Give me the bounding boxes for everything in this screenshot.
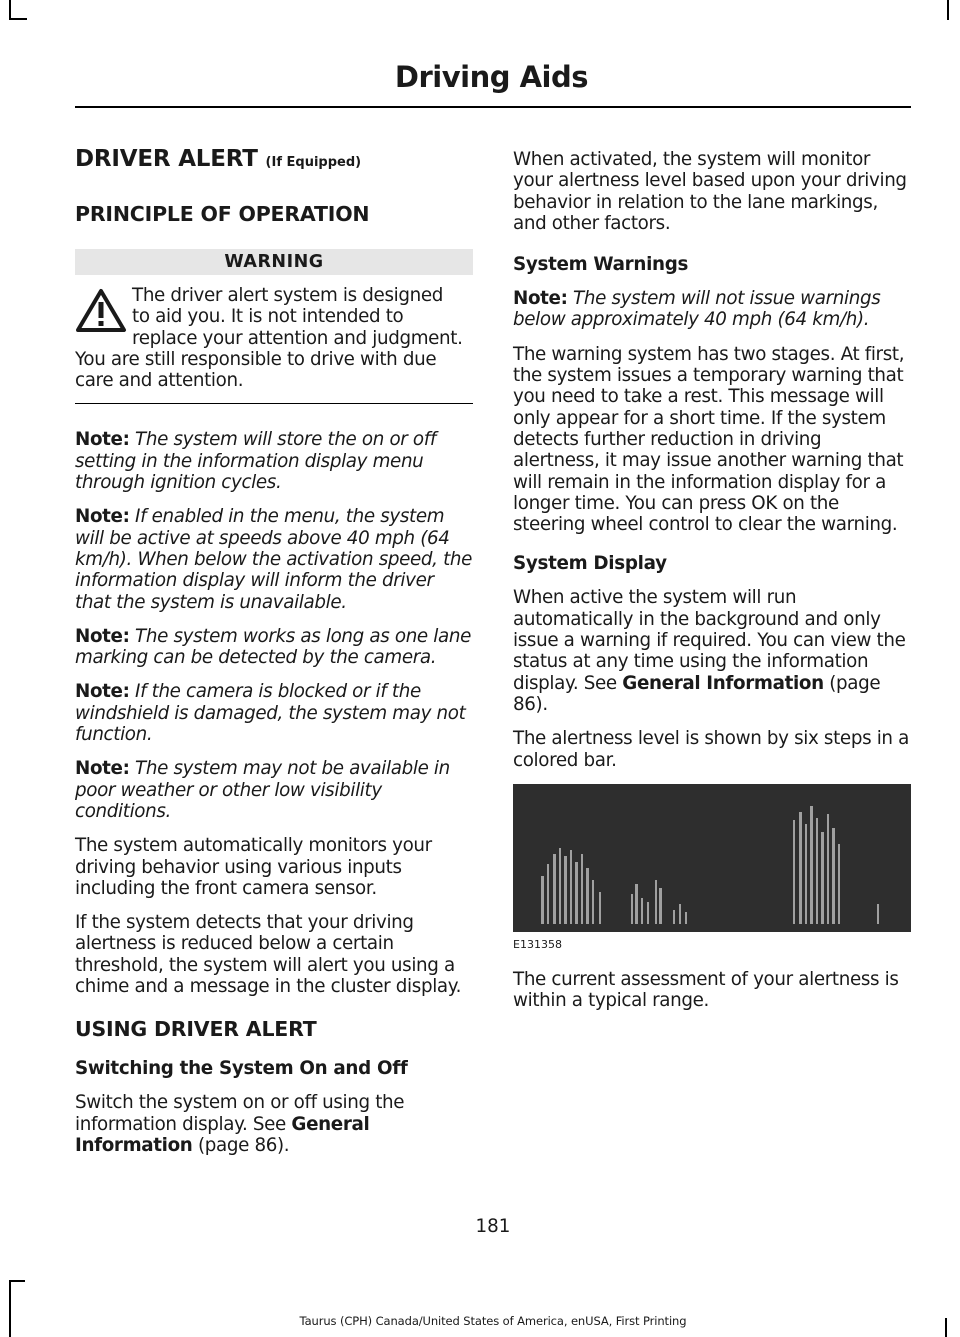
header-rule <box>75 106 911 108</box>
display-paragraph: When active the system will run automatically in the background and only issue a warning if required. You can view the status at any time using the information display. See General Information (page 86). <box>513 587 906 715</box>
note-paragraph: Note: If enabled in the menu, the system will be active at speeds above 40 mph (64 km/h). When below the activation speed, the information display will inform the driver that the system is unavailable. <box>75 506 473 613</box>
if-equipped-label: (If Equipped) <box>265 155 362 170</box>
warning-triangle-icon <box>75 287 127 333</box>
body-paragraph: If the system detects that your driving alertness is reduced below a certain threshold, the system will alert you using a chime and a message in the cluster display. <box>75 912 462 998</box>
right-column <box>513 146 911 1024</box>
warning-box <box>75 275 473 404</box>
general-information-link[interactable]: General Information <box>75 1113 370 1156</box>
display-graphic <box>513 784 911 932</box>
crop-mark <box>9 0 11 20</box>
note-paragraph: Note: The system may not be available in poor weather or other low visibility conditions. <box>75 758 450 822</box>
crop-mark <box>9 1280 25 1282</box>
general-information-link[interactable]: General Information <box>622 672 824 694</box>
note-paragraph: Note: The system will store the on or off setting in the information display menu through ignition cycles. <box>75 429 436 494</box>
note-paragraph: Note: The system will not issue warnings below approximately 40 mph (64 km/h). <box>513 288 881 331</box>
chapter-title: Driving Aids <box>394 60 588 94</box>
section-title: DRIVER ALERT (If Equipped) <box>75 146 362 172</box>
warning-text: The driver alert system is designed to aid you. It is not intended to replace your attention and judgment. You are still responsible to drive with due care and attention. <box>75 285 463 392</box>
body-paragraph: The alertness level is shown by six steps in a colored bar. <box>513 728 909 771</box>
figure-id: E131358 <box>513 937 562 951</box>
note-paragraph: Note: The system works as long as one lane marking can be detected by the camera. <box>75 625 472 669</box>
body-paragraph: The current assessment of your alertness is within a typical range. <box>513 968 899 1012</box>
crop-mark <box>9 1280 11 1337</box>
publication-info: Taurus (CPH) Canada/United States of America, enUSA, First Printing <box>299 1314 687 1328</box>
switching-heading: Switching the System On and Off <box>75 1058 408 1080</box>
principle-heading: PRINCIPLE OF OPERATION <box>75 202 370 226</box>
page-number: 181 <box>475 1216 511 1237</box>
crop-mark <box>947 0 949 20</box>
left-column <box>75 146 473 1169</box>
switch-paragraph: Switch the system on or off using the information display. See General Information (page 86). <box>75 1092 405 1156</box>
system-warnings-heading: System Warnings <box>513 254 689 276</box>
body-paragraph: The warning system has two stages. At first, the system issues a temporary warning that you need to take a rest. This message will only appear for a short time. If the system detects further reduction in driving alertness, it may issue another warning that will remain in the information display for a longer time. You can press OK on the steering wheel control to clear the warning. <box>513 343 905 536</box>
using-heading: USING DRIVER ALERT <box>75 1017 317 1042</box>
system-display-heading: System Display <box>513 553 667 575</box>
body-paragraph: When activated, the system will monitor your alertness level based upon your driving behavior in relation to the lane markings, and other factors. <box>513 149 907 234</box>
crop-mark <box>9 18 27 20</box>
note-paragraph: Note: If the camera is blocked or if the windshield is damaged, the system may not function. <box>75 681 466 746</box>
warning-label: WARNING <box>75 249 473 275</box>
alertness-display-image <box>513 784 911 932</box>
body-paragraph: The system automatically monitors your driving behavior using various inputs including the front camera sensor. <box>75 835 432 899</box>
